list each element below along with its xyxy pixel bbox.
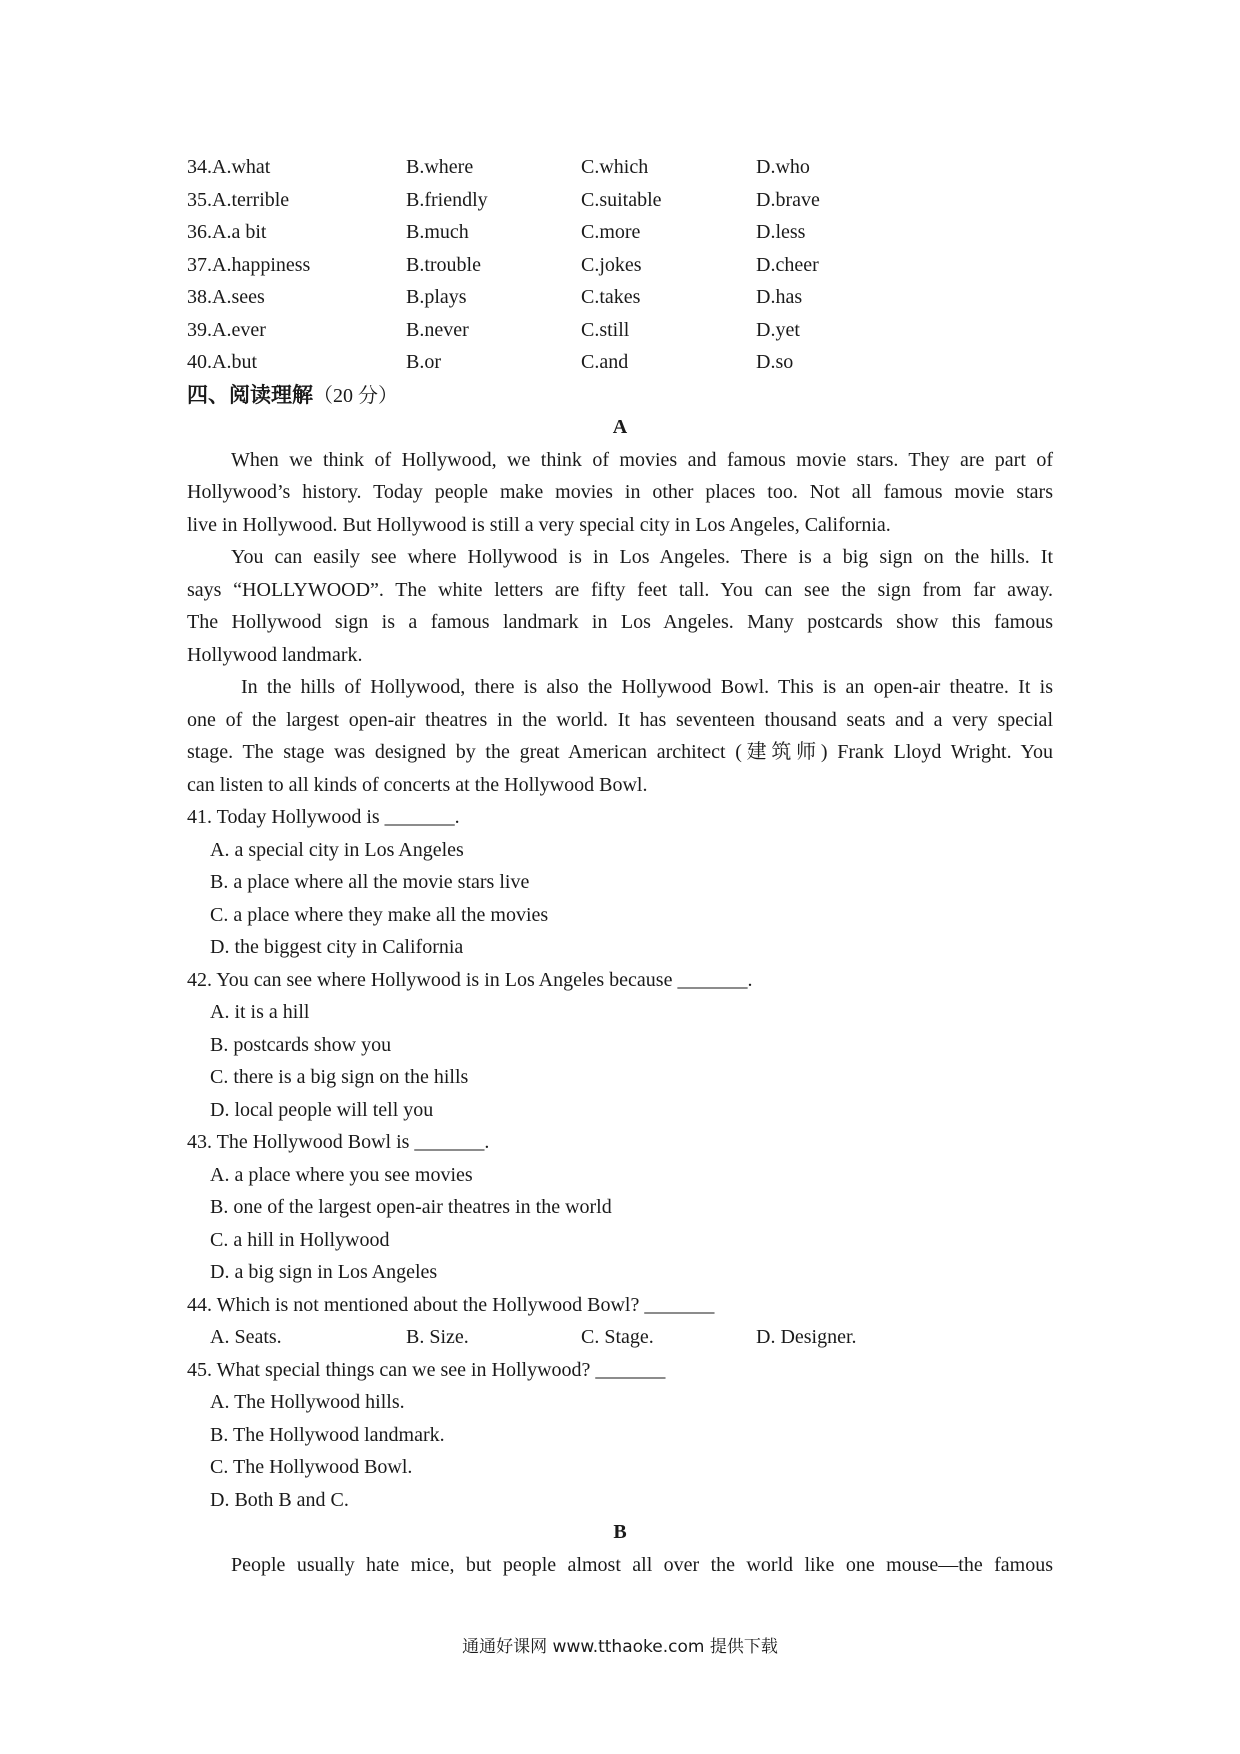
option-c: C.and bbox=[581, 351, 629, 373]
option-a: 35.A.terrible bbox=[187, 189, 290, 211]
footer-watermark: 通通好课网 www.tthaoke.com 提供下载 bbox=[462, 1637, 778, 1657]
answer-option: C. The Hollywood Bowl. bbox=[210, 1456, 413, 1478]
passage-line: You can easily see where Hollywood is in Los Angeles. There is a big sign on the hills. It bbox=[231, 546, 1053, 568]
option-b: B.friendly bbox=[406, 189, 488, 211]
option-d: D.so bbox=[756, 351, 794, 373]
question-41-stem: 41. Today Hollywood is _______. bbox=[187, 806, 460, 828]
answer-option: C. there is a big sign on the hills bbox=[210, 1066, 469, 1088]
option-a: 40.A.but bbox=[187, 351, 257, 373]
option-d: D.yet bbox=[756, 319, 800, 341]
passage-line: live in Hollywood. But Hollywood is still a very special city in Los Angeles, California. bbox=[187, 514, 891, 536]
section-title: 四、阅读理解 bbox=[187, 383, 313, 407]
answer-option: A. a place where you see movies bbox=[210, 1164, 473, 1186]
section-heading bbox=[187, 383, 398, 408]
option-c: C.suitable bbox=[581, 189, 662, 211]
answer-option: A. it is a hill bbox=[210, 1001, 310, 1023]
option-a: 39.A.ever bbox=[187, 319, 266, 341]
option-c: C.takes bbox=[581, 286, 641, 308]
option-b: B.plays bbox=[406, 286, 467, 308]
question-42-stem: 42. You can see where Hollywood is in Los Angeles because _______. bbox=[187, 969, 753, 991]
option-b: B.trouble bbox=[406, 254, 481, 276]
option-c: C.which bbox=[581, 156, 649, 178]
option-c: C.jokes bbox=[581, 254, 642, 276]
option-b: B.much bbox=[406, 221, 469, 243]
answer-option: C. a hill in Hollywood bbox=[210, 1229, 390, 1251]
passage-line: When we think of Hollywood, we think of movies and famous movie stars. They are part of bbox=[231, 449, 1053, 471]
option-b: B.or bbox=[406, 351, 441, 373]
passage-line: stage. The stage was designed by the great American architect (建筑师) Frank Lloyd Wright. You bbox=[187, 741, 1053, 763]
answer-option: B. one of the largest open-air theatres in the world bbox=[210, 1196, 612, 1218]
passage-line: says “HOLLYWOOD”. The white letters are fifty feet tall. You can see the sign from far away. bbox=[187, 579, 1053, 601]
answer-option: B. Size. bbox=[406, 1326, 469, 1348]
passage-line: can listen to all kinds of concerts at the Hollywood Bowl. bbox=[187, 774, 648, 796]
option-c: C.more bbox=[581, 221, 641, 243]
passage-line: Hollywood’s history. Today people make movies in other places too. Not all famous movie stars bbox=[187, 481, 1053, 503]
section-score: （20 分） bbox=[313, 385, 398, 407]
passage-a-label: A bbox=[612, 416, 628, 438]
answer-option: D. Designer. bbox=[756, 1326, 857, 1348]
passage-b-first-line: People usually hate mice, but people almost all over the world like one mouse—the famous bbox=[231, 1554, 1053, 1576]
option-b: B.where bbox=[406, 156, 474, 178]
answer-option: D. local people will tell you bbox=[210, 1099, 434, 1121]
answer-option: C. Stage. bbox=[581, 1326, 654, 1348]
option-d: D.has bbox=[756, 286, 803, 308]
option-d: D.who bbox=[756, 156, 810, 178]
passage-line: In the hills of Hollywood, there is also the Hollywood Bowl. This is an open-air theatre. It is bbox=[241, 676, 1053, 698]
passage-line: one of the largest open-air theatres in the world. It has seventeen thousand seats and a very special bbox=[187, 709, 1053, 731]
answer-option: C. a place where they make all the movies bbox=[210, 904, 549, 926]
answer-option: B. a place where all the movie stars live bbox=[210, 871, 530, 893]
answer-option: B. postcards show you bbox=[210, 1034, 392, 1056]
answer-option: A. a special city in Los Angeles bbox=[210, 839, 464, 861]
option-c: C.still bbox=[581, 319, 630, 341]
answer-option: D. the biggest city in California bbox=[210, 936, 464, 958]
question-43-stem: 43. The Hollywood Bowl is _______. bbox=[187, 1131, 490, 1153]
answer-option: A. The Hollywood hills. bbox=[210, 1391, 405, 1413]
answer-option: A. Seats. bbox=[210, 1326, 282, 1348]
passage-b-label: B bbox=[613, 1521, 627, 1543]
question-44-stem: 44. Which is not mentioned about the Hollywood Bowl? _______ bbox=[187, 1294, 715, 1316]
answer-option: D. Both B and C. bbox=[210, 1489, 349, 1511]
option-a: 38.A.sees bbox=[187, 286, 265, 308]
passage-line: The Hollywood sign is a famous landmark in Los Angeles. Many postcards show this famous bbox=[187, 611, 1053, 633]
option-a: 36.A.a bit bbox=[187, 221, 267, 243]
option-a: 34.A.what bbox=[187, 156, 271, 178]
passage-line: Hollywood landmark. bbox=[187, 644, 363, 666]
option-d: D.less bbox=[756, 221, 806, 243]
answer-option: B. The Hollywood landmark. bbox=[210, 1424, 445, 1446]
question-45-stem: 45. What special things can we see in Hollywood? _______ bbox=[187, 1359, 666, 1381]
option-d: D.brave bbox=[756, 189, 820, 211]
option-a: 37.A.happiness bbox=[187, 254, 311, 276]
option-d: D.cheer bbox=[756, 254, 819, 276]
option-b: B.never bbox=[406, 319, 469, 341]
answer-option: D. a big sign in Los Angeles bbox=[210, 1261, 438, 1283]
